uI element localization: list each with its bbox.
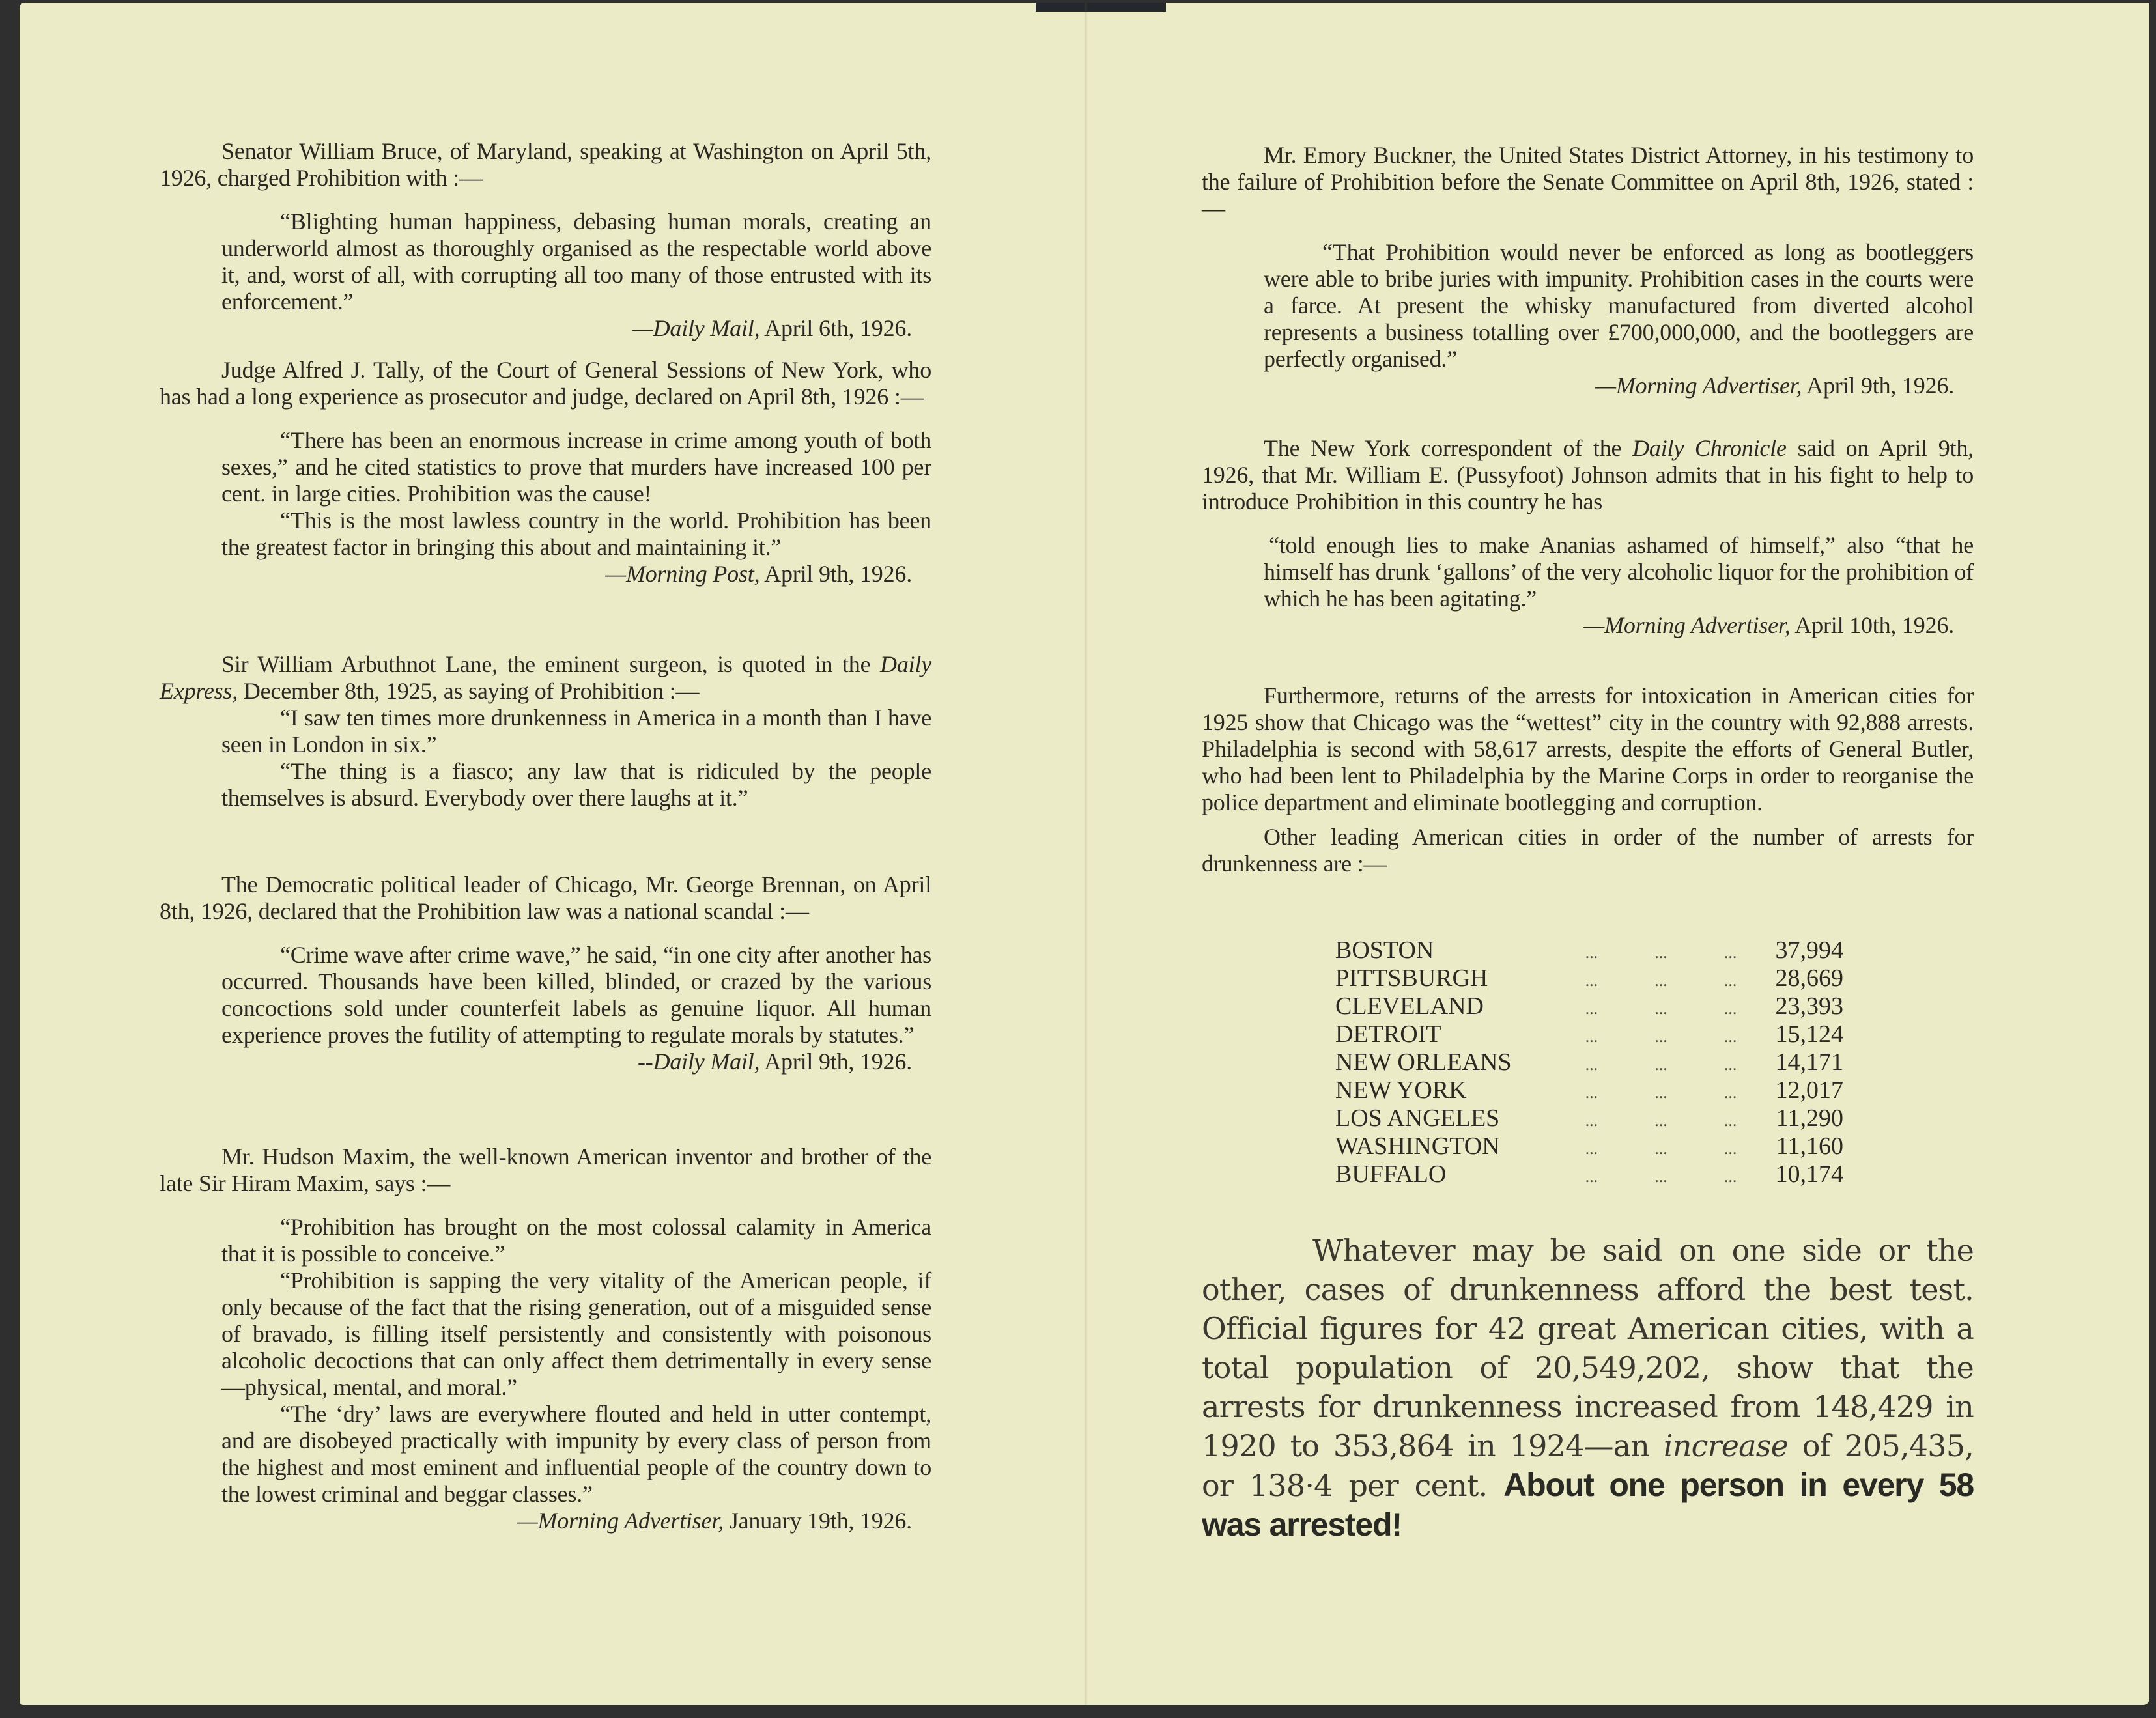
returns-section bbox=[1202, 683, 1974, 877]
table-row bbox=[1335, 1161, 1843, 1189]
arrest-count: 23,393 bbox=[1775, 993, 1843, 1020]
conclusion-paragraph bbox=[1202, 1231, 1974, 1545]
citation-date: April 9th, 1926. bbox=[764, 1049, 912, 1075]
conclusion-text: Whatever may be said on one side or the other, cases of drunkenness afford the best test. Official figures for 42 great American cities, with a total population of 20,549,202, show that the arrests for drunkenness increased from 148,429 in 1920 to 353,864 in 1924—an bbox=[1202, 1233, 1974, 1463]
lane-section bbox=[160, 651, 931, 811]
city-arrests-table bbox=[1335, 936, 1843, 1189]
leader-dots: ... ... ... bbox=[1585, 1167, 1737, 1186]
arrest-count: 15,124 bbox=[1775, 1021, 1843, 1048]
buckner-citation bbox=[1202, 373, 1974, 399]
table-row bbox=[1335, 1105, 1843, 1133]
right-page bbox=[1202, 0, 1974, 1718]
leader-dots: ... ... ... bbox=[1585, 1111, 1737, 1130]
binding-edge bbox=[1036, 3, 1166, 12]
lane-intro-text: Sir William Arbuthnot Lane, the eminent surgeon, is quoted in the bbox=[221, 651, 871, 677]
buckner-intro: Mr. Emory Buckner, the United States District Attorney, in his testimony to the failure of Prohibition before the Senate Committee on April 8th, 1926, stated :— bbox=[1202, 142, 1974, 221]
johnson-intro-text-after: said on April 9th, 1926, that Mr. William E. (Pussyfoot) Johnson admits that in his fight to help to introduce Prohibition in this country he has bbox=[1202, 435, 1974, 514]
tally-section bbox=[160, 357, 931, 587]
johnson-intro-text: The New York correspondent of the bbox=[1264, 435, 1622, 461]
brennan-intro: The Democratic political leader of Chicago, Mr. George Brennan, on April 8th, 1926, declared that the Prohibition law was a national scandal :— bbox=[160, 871, 931, 924]
maxim-quote-2: “Prohibition is sapping the very vitality of the American people, if only because of the fact that the rising generation, out of a misguided sense of bravado, is filling itself persistently and consistently with poisonous alcoholic decoctions that can only affect them detrimentally in every sense—physical, mental, and moral.” bbox=[221, 1267, 931, 1400]
city-name: BUFFALO bbox=[1335, 1161, 1447, 1188]
table-row bbox=[1335, 1021, 1843, 1049]
lane-intro-source: Daily Express, bbox=[160, 651, 931, 704]
citation-source: —Morning Post, bbox=[605, 561, 760, 587]
tally-intro: Judge Alfred J. Tally, of the Court of General Sessions of New York, who has had a long experience as prosecutor and judge, declared on April 8th, 1926 :— bbox=[160, 357, 931, 410]
tally-citation bbox=[160, 561, 931, 587]
table-row bbox=[1335, 993, 1843, 1021]
lane-intro-text-after: December 8th, 1925, as saying of Prohibition :— bbox=[243, 678, 700, 704]
johnson-intro bbox=[1202, 435, 1974, 515]
left-page bbox=[160, 0, 931, 1718]
leader-dots: ... ... ... bbox=[1585, 1055, 1737, 1074]
citation-date: April 10th, 1926. bbox=[1794, 612, 1954, 638]
bruce-quote: “Blighting human happiness, debasing human morals, creating an underworld almost as thoroughly organised as the respectable world above it, and, worst of all, with corrupting all too many of those entrusted with its enforcement.” bbox=[221, 208, 931, 315]
buckner-quote: “That Prohibition would never be enforced as long as bootleggers were able to bribe juries with impunity. Prohibition cases in the courts were a farce. At present the whisky manufactured from diverted alcohol represents a business totalling over £700,000,000, and the bootleggers are perfectly organised.” bbox=[1264, 239, 1974, 372]
city-name: WASHINGTON bbox=[1335, 1133, 1500, 1160]
city-name: NEW YORK bbox=[1335, 1077, 1467, 1104]
table-row bbox=[1335, 936, 1843, 965]
city-name: PITTSBURGH bbox=[1335, 965, 1488, 992]
citation-date: January 19th, 1926. bbox=[729, 1508, 912, 1534]
bruce-section bbox=[160, 138, 931, 342]
maxim-section bbox=[160, 1144, 931, 1534]
conclusion-text-2: of 205,435, or 138·4 per cent. bbox=[1202, 1428, 1974, 1503]
arrest-count: 12,017 bbox=[1775, 1077, 1843, 1104]
leader-dots: ... ... ... bbox=[1585, 971, 1737, 990]
city-name: CLEVELAND bbox=[1335, 993, 1484, 1020]
arrest-count: 37,994 bbox=[1775, 936, 1843, 964]
arrest-count: 14,171 bbox=[1775, 1049, 1843, 1076]
leader-dots: ... ... ... bbox=[1585, 1083, 1737, 1102]
table-row bbox=[1335, 1049, 1843, 1077]
city-name: LOS ANGELES bbox=[1335, 1105, 1500, 1132]
conclusion-emphasis: increase bbox=[1663, 1428, 1789, 1463]
arrest-count: 28,669 bbox=[1775, 965, 1843, 992]
bruce-intro: Senator William Bruce, of Maryland, speaking at Washington on April 5th, 1926, charged Prohibition with :— bbox=[160, 138, 931, 191]
citation-date: April 9th, 1926. bbox=[1806, 373, 1954, 399]
citation-date: April 6th, 1926. bbox=[764, 315, 912, 341]
page-fold bbox=[1084, 3, 1088, 1705]
city-name: DETROIT bbox=[1335, 1021, 1441, 1048]
citation-date: April 9th, 1926. bbox=[764, 561, 912, 587]
lane-quote-1: “I saw ten times more drunkenness in America in a month than I have seen in London in six.” bbox=[221, 705, 931, 757]
arrest-count: 11,160 bbox=[1776, 1133, 1843, 1160]
tally-quote-1: “There has been an enormous increase in crime among youth of both sexes,” and he cited statistics to prove that murders have increased 100 per cent. in large cities. Prohibition was the cause! bbox=[221, 427, 931, 507]
brennan-citation bbox=[160, 1049, 931, 1075]
johnson-quote: “told enough lies to make Ananias ashamed of himself,” also “that he himself has drunk ‘gallons’ of the very alcoholic liquor for the prohibition of which he has been agitating.” bbox=[1264, 532, 1974, 612]
arrest-count: 10,174 bbox=[1775, 1161, 1843, 1188]
table-row bbox=[1335, 1077, 1843, 1105]
arrest-count: 11,290 bbox=[1776, 1105, 1843, 1132]
conclusion-section bbox=[1202, 1231, 1974, 1545]
conclusion-strong: About one person in every 58 was arrested! bbox=[1202, 1467, 1974, 1543]
city-name: NEW ORLEANS bbox=[1335, 1049, 1512, 1076]
leader-dots: ... ... ... bbox=[1585, 999, 1737, 1018]
johnson-section bbox=[1202, 435, 1974, 639]
buckner-section bbox=[1202, 142, 1974, 399]
johnson-intro-source: Daily Chronicle bbox=[1632, 435, 1787, 461]
maxim-quote-1: “Prohibition has brought on the most colossal calamity in America that it is possible to conceive.” bbox=[221, 1214, 931, 1267]
bruce-citation bbox=[160, 315, 931, 342]
table-row bbox=[1335, 965, 1843, 993]
citation-source: --Daily Mail, bbox=[638, 1049, 760, 1075]
maxim-intro: Mr. Hudson Maxim, the well-known American inventor and brother of the late Sir Hiram Maxim, says :— bbox=[160, 1144, 931, 1196]
brennan-section bbox=[160, 871, 931, 1075]
citation-source: —Morning Advertiser, bbox=[1583, 612, 1791, 638]
johnson-citation bbox=[1202, 612, 1974, 639]
leader-dots: ... ... ... bbox=[1585, 1139, 1737, 1158]
lane-intro bbox=[160, 651, 931, 705]
leader-dots: ... ... ... bbox=[1585, 943, 1737, 962]
tally-quote-2: “This is the most lawless country in the world. Prohibition has been the greatest factor in bringing this about and maintaining it.” bbox=[221, 507, 931, 560]
maxim-quote-3: “The ‘dry’ laws are everywhere flouted and held in utter contempt, and are disobeyed practically with impunity by every class of person from the highest and most eminent and influential people of the country down to the lowest criminal and beggar classes.” bbox=[221, 1401, 931, 1507]
table-row bbox=[1335, 1133, 1843, 1161]
lane-quote-2: “The thing is a fiasco; any law that is ridiculed by the people themselves is absurd. Everybody over there laughs at it.” bbox=[221, 758, 931, 811]
city-name: BOSTON bbox=[1335, 936, 1434, 964]
citation-source: —Morning Advertiser, bbox=[1595, 373, 1802, 399]
brennan-quote: “Crime wave after crime wave,” he said, “in one city after another has occurred. Thousands have been killed, blinded, or crazed by the various concoctions sold under counterfeit labels as genuine liquor. All human experience proves the futility of attempting to regulate morals by statutes.” bbox=[221, 942, 931, 1048]
leader-dots: ... ... ... bbox=[1585, 1027, 1737, 1046]
table-intro: Other leading American cities in order of the number of arrests for drunkenness are :— bbox=[1202, 824, 1974, 877]
returns-paragraph: Furthermore, returns of the arrests for intoxication in American cities for 1925 show that Chicago was the “wettest” city in the country with 92,888 arrests. Philadelphia is second with 58,617 arrests, despite the efforts of General Butler, who had been lent to Philadelphia by the Marine Corps in order to reorganise the police department and eliminate bootlegging and corruption. bbox=[1202, 683, 1974, 815]
maxim-citation bbox=[160, 1508, 931, 1534]
citation-source: —Morning Advertiser, bbox=[517, 1508, 724, 1534]
citation-source: —Daily Mail, bbox=[632, 315, 760, 341]
